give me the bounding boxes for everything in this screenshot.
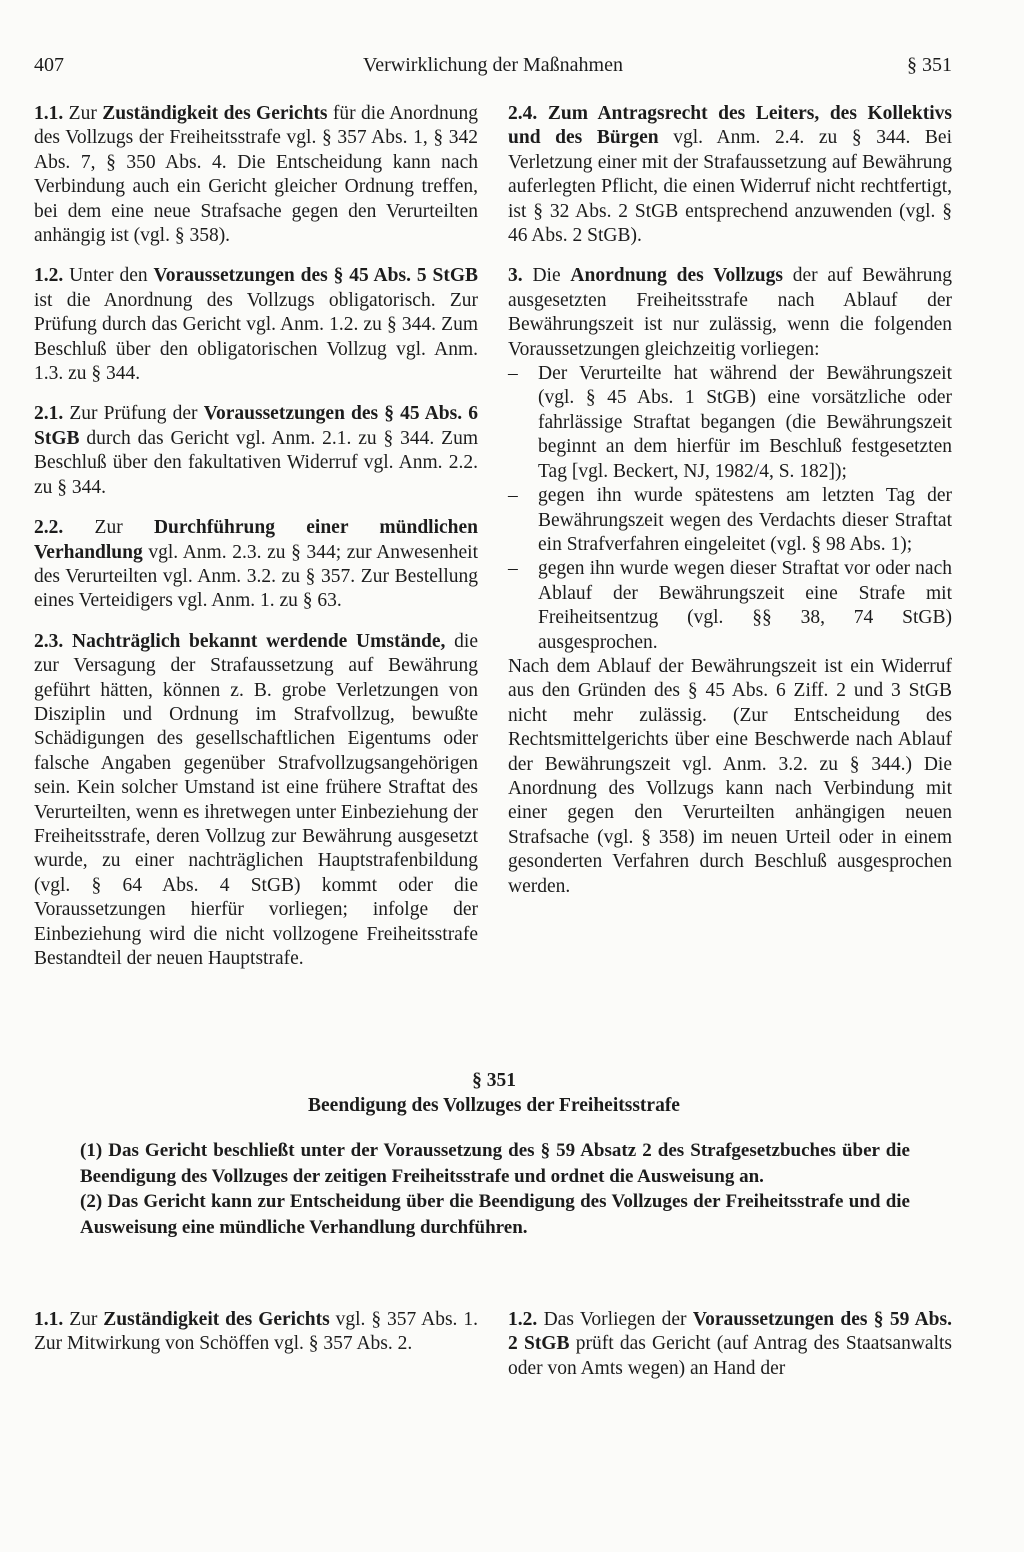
annotation-text: Die	[532, 265, 571, 287]
statute-paragraph-2: (2) Das Gericht kann zur Entscheidung über die Beendigung des Vollzuges der Freiheitsstrafe und die Ausweisung eine mündliche Verhandlung durchführen.	[80, 1191, 910, 1238]
annotation-keyword: Zum Antragsrecht des Leiters, des Kollektivs und des Bürgen	[508, 103, 953, 149]
annotation-number: 2.2.	[34, 517, 64, 539]
annotation-1-2-bottom	[508, 1308, 952, 1381]
list-item: – gegen ihn wurde spätestens am letzten Tag der Bewährungszeit wegen des Verdachts dieser Straftat ein Strafverfahren eingeleitet (vgl. § 98 Abs. 1);	[508, 484, 952, 557]
annotation-keyword: Voraussetzungen des § 45 Abs. 6 StGB	[34, 403, 479, 449]
annotation-keyword: Durchführung einer mündlichen Verhandlung	[34, 517, 479, 563]
annotation-1-1-bottom	[34, 1308, 478, 1357]
annotation-3	[508, 264, 952, 362]
annotation-text: Das Vorliegen der	[543, 1309, 693, 1330]
conditions-list	[508, 362, 952, 655]
annotation-number: 2.3.	[34, 630, 64, 652]
annotation-text: der auf Bewährung ausgesetzten Freiheitsstrafe nach Ablauf der Bewährungszeit ist nur zulässig, wenn die folgenden Voraussetzungen gleichzeitig vorliegen:	[508, 265, 953, 360]
section-heading	[34, 1068, 954, 1118]
annotation-text: Zur	[69, 1309, 104, 1330]
annotation-text: für die Anordnung des Vollzugs der Freiheitsstrafe vgl. § 357 Abs. 1, § 342 Abs. 7, § 350 Abs. 4. Die Entscheidung kann nach Verbindung auch ein Gericht gleicher Ordnung treffen, bei dem eine neue Strafsache gegen den Verurteilten anhängig ist (vgl. § 358).	[34, 103, 479, 247]
annotation-text: vgl. § 357 Abs. 1. Zur Mitwirkung von Schöffen vgl. § 357 Abs. 2.	[34, 1309, 478, 1355]
section-title: Beendigung des Vollzuges der Freiheitsstrafe	[308, 1095, 680, 1116]
list-item: – Der Verurteilte hat während der Bewährungszeit (vgl. § 45 Abs. 1 StGB) eine vorsätzliche oder fahrlässige Straftat begangen (die Bewährungszeit beginnt an dem hierfür im Beschluß festgesetzten Tag [vgl. Beckert, NJ, 1982/4, S. 182]);	[508, 362, 952, 484]
annotation-1-2	[34, 264, 478, 386]
section-number: § 351	[472, 1070, 516, 1091]
annotation-text: Zur	[94, 517, 154, 539]
annotation-text: vgl. Anm. 2.3. zu § 344; zur Anwesenheit des Verurteilten vgl. Anm. 3.2. zu § 357. Zur Bestellung eines Verteidigers vgl. Anm. 1. zu § 63.	[34, 541, 478, 612]
annotation-2-3	[34, 630, 478, 972]
annotation-text: Zur Prüfung der	[69, 403, 204, 425]
annotation-number: 1.1.	[34, 103, 64, 124]
annotation-number: 3.	[508, 265, 523, 287]
annotation-keyword: Anordnung des Vollzugs	[570, 265, 783, 287]
annotation-1-1	[34, 102, 478, 248]
annotation-text: durch das Gericht vgl. Anm. 2.1. zu § 344. Zum Beschluß über den fakultativen Widerruf vgl. Anm. 2.2. zu § 344.	[34, 427, 478, 498]
bottom-right-column	[508, 1308, 952, 1397]
annotation-keyword: Nachträglich bekannt werdende Umstände,	[72, 630, 446, 652]
annotation-text: vgl. Anm. 2.4. zu § 344. Bei Verletzung einer mit der Strafaussetzung auf Bewährung auferlegten Pflicht, die einen Widerruf nicht rechtfertigt, ist § 32 Abs. 2 StGB entsprechend anzuwenden (vgl. § 46 Abs. 2 StGB).	[508, 127, 952, 247]
annotation-text: ist die Anordnung des Vollzugs obligatorisch. Zur Prüfung durch das Gericht vgl. Anm. 1.2. zu § 344. Zum Beschluß über den obligatorischen Vollzug vgl. Anm. 1.3. zu § 344.	[34, 289, 478, 385]
annotation-number: 2.4.	[508, 103, 538, 124]
right-column	[508, 102, 952, 915]
statute-text	[80, 1138, 910, 1240]
annotation-2-2	[34, 516, 478, 614]
annotation-text: prüft das Gericht (auf Antrag des Staatsanwalts oder von Amts wegen) an Hand der	[508, 1333, 952, 1379]
annotation-number: 1.1.	[34, 1309, 64, 1330]
annotation-2-1	[34, 402, 478, 500]
annotation-text: die zur Versagung der Strafaussetzung auf Bewährung geführt hätten, können z. B. grobe Verletzungen von Disziplin und Ordnung im Strafvollzug, bewußte Schädigungen des gesellschaftlichen Eigentums oder falsche Angaben gegenüber Strafvollzugsangehörigen sein. Kein solcher Umstand ist eine frühere Straftat des Verurteilten, wenn es ihretwegen unter Einbeziehung der Freiheitsstrafe, deren Vollzug zur Bewährung ausgesetzt wurde, zu einer nachträglichen Hauptstrafenbildung (vgl. § 64 Abs. 4 StGB) kommt oder die Voraussetzungen hierfür vorliegen; infolge der Einbeziehung wird die nicht vollzogene Freiheitsstrafe Bestandteil der neuen Hauptstrafe.	[34, 630, 479, 969]
annotation-2-4	[508, 102, 952, 248]
statute-paragraph-1: (1) Das Gericht beschließt unter der Voraussetzung des § 59 Absatz 2 des Strafgesetzbuches über die Beendigung des Vollzuges der zeitigen Freiheitsstrafe und ordnet die Ausweisung an.	[80, 1140, 910, 1187]
running-title: Verwirklichung der Maßnahmen	[363, 54, 623, 76]
annotation-text: Zur	[68, 103, 103, 124]
annotation-3-continued: Nach dem Ablauf der Bewährungszeit ist ein Widerruf aus den Gründen des § 45 Abs. 6 Ziff. 2 und 3 StGB nicht mehr zulässig. (Zur Entscheidung des Rechtsmittelgerichts über eine Beschwerde nach Ablauf der Bewährungszeit vgl. Anm. 3.2. zu § 344.) Die Anordnung des Vollzugs kann nach Verbindung mit einer gegen den Verurteilten anhängigen neuen Strafsache (vgl. § 358) im neuen Urteil oder in einem gesonderten Verfahren durch Beschluß ausgesprochen werden.	[508, 655, 952, 897]
annotation-number: 2.1.	[34, 403, 64, 425]
running-header	[34, 54, 952, 86]
annotation-number: 1.2.	[34, 265, 64, 287]
annotation-text: Unter den	[69, 265, 154, 287]
annotation-keyword: Voraussetzungen des § 45 Abs. 5 StGB	[153, 265, 478, 287]
left-column	[34, 102, 478, 987]
annotation-keyword: Zuständigkeit des Gerichts	[102, 103, 328, 124]
annotation-keyword: Voraussetzungen des § 59 Abs. 2 StGB	[508, 1309, 952, 1355]
annotation-number: 1.2.	[508, 1309, 538, 1330]
bottom-left-column	[34, 1308, 478, 1373]
page-number: 407	[34, 54, 64, 76]
running-section: § 351	[907, 54, 952, 76]
annotation-keyword: Zuständigkeit des Gerichts	[103, 1309, 330, 1330]
list-item: – gegen ihn wurde wegen dieser Straftat vor oder nach Ablauf der Bewährungszeit eine Strafe mit Freiheitsentzug (vgl. §§ 38, 74 StGB) ausgesprochen.	[508, 557, 952, 655]
